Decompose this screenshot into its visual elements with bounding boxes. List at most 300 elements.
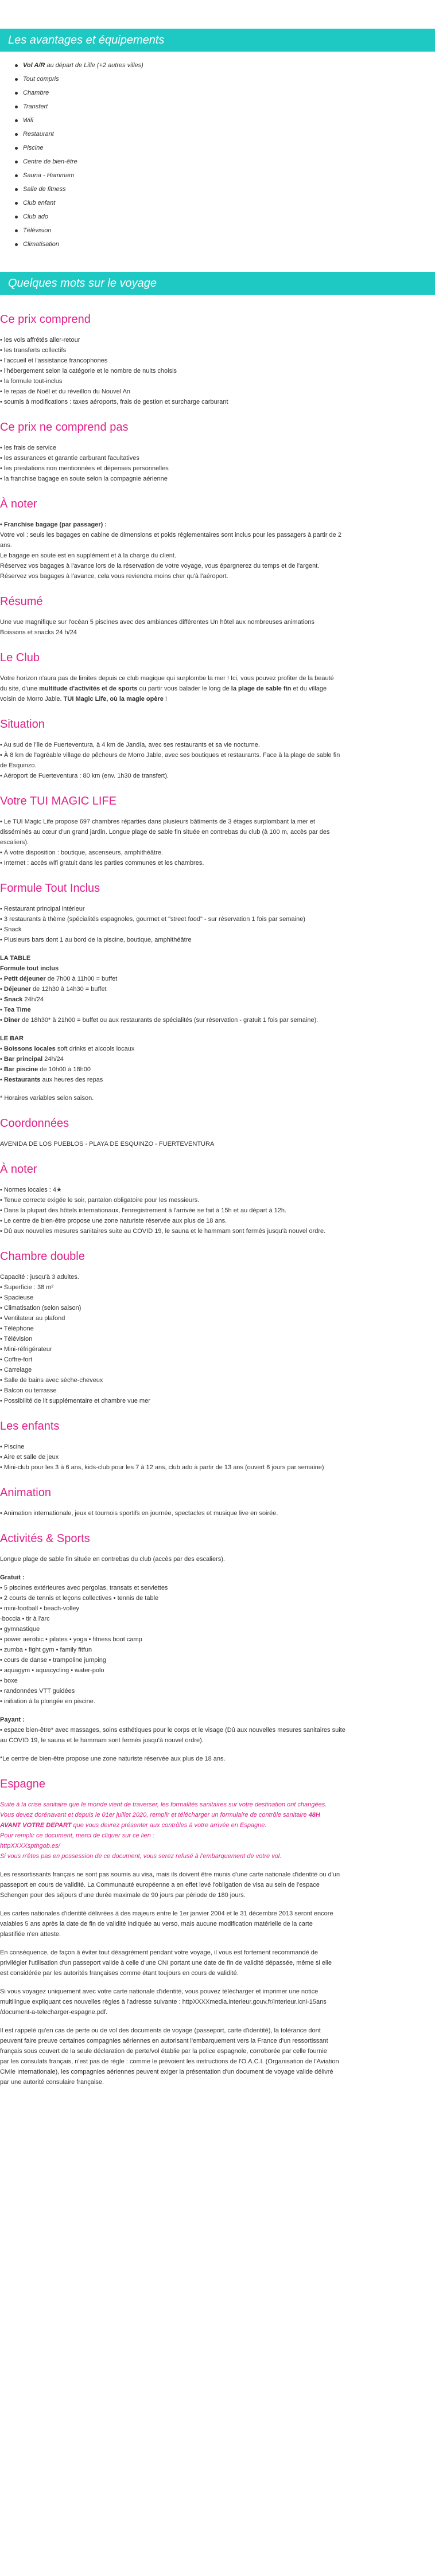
advantage-item-text: Tout compris bbox=[23, 76, 59, 83]
text-segment: multilingue expliquant ces nouvelles règles à l'adresse suivante : httpXXXXmedia.interieur.gouv.fr/interieur.icni-15ans bbox=[0, 1999, 327, 2005]
text-line bbox=[0, 1334, 435, 1344]
text-segment: est considérée par les autorités françaises comme étant toujours en cours de validité. bbox=[0, 1970, 239, 1977]
text-segment: de 7h00 à 11h00 = buffet bbox=[45, 975, 118, 982]
text-segment: • 5 piscines extérieures avec pergolas, transats et serviettes bbox=[0, 1584, 168, 1591]
text-segment: • gymnastique bbox=[0, 1626, 40, 1633]
voyage-title: Quelques mots sur le voyage bbox=[8, 277, 157, 290]
text-segment: Dîner bbox=[3, 1017, 21, 1024]
text-segment: • Superficie : 38 m² bbox=[0, 1284, 54, 1291]
text-line bbox=[0, 1005, 435, 1015]
text-segment: de 12h30 à 14h30 = buffet bbox=[31, 986, 107, 993]
text-segment: • l'accueil et l'assistance francophones bbox=[0, 357, 108, 364]
section-body bbox=[0, 740, 435, 781]
advantage-item-text: Salle de fitness bbox=[23, 186, 66, 193]
text-segment: • Animation internationale, jeux et tournois sportifs en journée, spectacles et musique live en soirée. bbox=[0, 1510, 278, 1517]
text-line bbox=[0, 1997, 435, 2007]
text-segment: • bbox=[0, 986, 4, 993]
section-body bbox=[0, 673, 435, 704]
text-line bbox=[0, 387, 435, 397]
text-line bbox=[0, 1452, 435, 1462]
advantage-item bbox=[15, 100, 435, 114]
text-line bbox=[0, 1282, 435, 1293]
text-segment: • bbox=[0, 1066, 4, 1073]
text-line bbox=[0, 1044, 435, 1054]
text-segment: • bbox=[0, 1056, 4, 1063]
section-body bbox=[0, 817, 435, 868]
advantage-item bbox=[15, 155, 435, 169]
text-segment: • bbox=[0, 1045, 4, 1052]
advantage-item-text: Télévision bbox=[23, 227, 52, 234]
text-segment: Réservez vos bagages à l'avance, cela vous reviendra moins cher qu'à l'aéroport. bbox=[0, 573, 228, 580]
text-segment: ·boccia • tir à l'arc bbox=[0, 1615, 50, 1622]
text-segment: Il est rappelé qu'en cas de perte ou de vol des documents de voyage (passeport, carte d'identité), la tolérance dont bbox=[0, 2027, 321, 2034]
spacer bbox=[0, 1707, 435, 1715]
text-segment: • boxe bbox=[0, 1677, 18, 1684]
text-segment: au COVID 19, le sauna et le hammam sont fermés jusqu'à nouvel ordre). bbox=[0, 1737, 204, 1744]
text-segment: • Coffre-fort bbox=[0, 1356, 33, 1363]
text-segment: /document-a-telecharger-espagne.pdf. bbox=[0, 2009, 108, 2016]
text-segment: Bar piscine bbox=[3, 1066, 38, 1073]
advantage-item bbox=[15, 224, 435, 237]
advantage-item bbox=[15, 86, 435, 100]
text-segment: TUI Magic Life, où la magie opère bbox=[63, 696, 164, 702]
text-line bbox=[0, 2046, 435, 2056]
advantage-item bbox=[15, 141, 435, 155]
text-segment: par une autorité consulaire française. bbox=[0, 2079, 104, 2086]
text-line bbox=[0, 1986, 435, 1997]
text-line bbox=[0, 848, 435, 858]
section-title-situation: Situation bbox=[0, 718, 45, 731]
advantage-item-text: Climatisation bbox=[23, 241, 59, 248]
text-segment: • Aire et salle de jeux bbox=[0, 1454, 59, 1461]
spacer bbox=[0, 2017, 435, 2025]
text-segment: • initiation à la plongée en piscine. bbox=[0, 1698, 95, 1705]
text-line bbox=[0, 1139, 435, 1149]
text-segment: ! bbox=[163, 696, 167, 702]
text-segment: • le repas de Noël et du réveillon du Nouvel An bbox=[0, 388, 131, 395]
advantage-item-text: Restaurant bbox=[23, 131, 54, 138]
section-title-activites-sports: Activités & Sports bbox=[0, 1532, 90, 1545]
text-segment: par les consulats français, n'est pas de règle : comme le prévoient les instructions de l'O.A.C.I. (Organisation de l'Aviation bbox=[0, 2058, 339, 2065]
text-segment: Boissons locales bbox=[3, 1045, 56, 1052]
text-line bbox=[0, 1645, 435, 1655]
text-segment: • Le TUI Magic Life propose 697 chambres réparties dans plusieurs bâtiments de 3 étages surplombant la mer et bbox=[0, 818, 316, 825]
text-line bbox=[0, 1696, 435, 1707]
spacer bbox=[0, 1025, 435, 1033]
text-line bbox=[0, 2077, 435, 2087]
text-line bbox=[0, 1665, 435, 1676]
text-line bbox=[0, 914, 435, 924]
text-line bbox=[0, 1830, 435, 1841]
text-segment: Formule tout inclus bbox=[0, 965, 59, 972]
text-line bbox=[0, 1820, 435, 1830]
text-segment: privilégier l'utilisation d'un passeport valide à celle d'une CNI portant une date de fin de validité dépassée, même si elle bbox=[0, 1960, 332, 1966]
text-line bbox=[0, 1715, 435, 1725]
text-segment: • Au sud de l'île de Fuerteventura, à 4 km de Jandía, avec ses restaurants et sa vie nocturne. bbox=[0, 741, 260, 748]
text-segment: • cours de danse • trampoline jumping bbox=[0, 1657, 107, 1664]
advantages-list bbox=[0, 58, 435, 251]
section-title-ce-prix-comprend: Ce prix comprend bbox=[0, 313, 91, 326]
advantage-item bbox=[15, 210, 435, 224]
text-line bbox=[0, 1272, 435, 1282]
text-line bbox=[0, 1593, 435, 1603]
advantage-item-text: Transfert bbox=[23, 103, 48, 110]
advantage-item-text: Club enfant bbox=[23, 200, 56, 206]
text-segment: Si vous voyagez uniquement avec votre carte nationale d'identité, vous pouvez télécharger et imprimer une notice bbox=[0, 1988, 319, 1995]
text-segment: • Possibilité de lit supplémentaire et chambre vue mer bbox=[0, 1398, 150, 1404]
text-segment: français sous couvert de la seule déclaration de perte/vol établie par la police espagnole, corroborée par celle fournie bbox=[0, 2048, 327, 2055]
text-line bbox=[0, 1385, 435, 1396]
text-segment: • Tenue correcte exigée le soir, pantalon obligatoire pour les messieurs. bbox=[0, 1197, 200, 1204]
text-segment: • Télévision bbox=[0, 1336, 33, 1342]
text-line bbox=[0, 858, 435, 868]
section-title-espagne: Espagne bbox=[0, 1778, 45, 1790]
text-line bbox=[0, 1216, 435, 1226]
text-segment: • bbox=[0, 996, 4, 1003]
text-segment: 24h/24 bbox=[22, 996, 44, 1003]
text-line bbox=[0, 376, 435, 387]
text-segment: passeport en cours de validité. La Communauté européenne a en effet levé l'obligation de visa au sein de l'espace bbox=[0, 1882, 320, 1888]
section-title-les-enfants: Les enfants bbox=[0, 1420, 60, 1433]
text-line bbox=[0, 935, 435, 945]
text-segment: AVANT VOTRE DEPART bbox=[0, 1822, 72, 1829]
voyage-header bbox=[0, 272, 435, 295]
text-line bbox=[0, 1890, 435, 1900]
section-title-resume: Résumé bbox=[0, 595, 43, 608]
text-segment: Votre vol : seuls les bagages en cabine de dimensions et poids réglementaires sont inclus pour les passagers à partir de 2 bbox=[0, 532, 341, 538]
text-segment: de Esquinzo. bbox=[0, 762, 37, 769]
text-line bbox=[0, 397, 435, 407]
text-segment: Suite à la crise sanitaire que le monde vient de traverser, les formalités sanitaires sur votre destination ont changées. bbox=[0, 1801, 327, 1808]
text-segment: • Dans la plupart des hôtels internationaux, l'enregistrement à l'arrivée se fait à 15h et au départ à 12h. bbox=[0, 1207, 287, 1214]
text-line bbox=[0, 345, 435, 356]
text-segment: • Salle de bains avec sèche-cheveux bbox=[0, 1377, 103, 1384]
text-line bbox=[0, 1344, 435, 1355]
section-body bbox=[0, 617, 435, 638]
text-segment: Une vue magnifique sur l'océan 5 piscines avec des ambiances différentes Un hôtel aux nombreuses animations bbox=[0, 619, 314, 626]
section-body bbox=[0, 335, 435, 407]
advantage-item-text: Wifi bbox=[23, 117, 34, 124]
spacer bbox=[0, 1939, 435, 1947]
text-line bbox=[0, 1841, 435, 1851]
advantage-item-text: Chambre bbox=[23, 89, 49, 96]
section-body bbox=[0, 443, 435, 484]
text-segment: Longue plage de sable fin située en contrebas du club (accès par des escaliers). bbox=[0, 1556, 225, 1563]
text-line bbox=[0, 1365, 435, 1375]
text-line bbox=[0, 1929, 435, 1939]
advantage-item bbox=[15, 114, 435, 127]
spacer bbox=[0, 945, 435, 953]
text-line bbox=[0, 760, 435, 771]
text-line bbox=[0, 827, 435, 837]
spacer bbox=[0, 1861, 435, 1869]
text-segment: • les transferts collectifs bbox=[0, 347, 67, 354]
text-segment: AVENIDA DE LOS PUEBLOS - PLAYA DE ESQUINZO - FUERTEVENTURA bbox=[0, 1141, 215, 1148]
section-body bbox=[0, 1185, 435, 1236]
text-segment: • Spacieuse bbox=[0, 1294, 34, 1301]
text-segment: • À votre disposition : boutique, ascenseurs, amphithéâtre. bbox=[0, 849, 163, 856]
text-line bbox=[0, 1195, 435, 1205]
advantage-item bbox=[15, 182, 435, 196]
text-segment: • soumis à modifications : taxes aéroports, frais de gestion et surcharge carburant bbox=[0, 399, 228, 405]
text-line bbox=[0, 453, 435, 463]
text-segment: • les frais de service bbox=[0, 444, 56, 451]
spacer bbox=[0, 1900, 435, 1908]
section-title-coordonnees: Coordonnées bbox=[0, 1117, 69, 1130]
text-segment: • Internet : accès wifi gratuit dans les parties communes et les chambres. bbox=[0, 860, 204, 867]
spacer bbox=[0, 1978, 435, 1986]
spacer bbox=[0, 1085, 435, 1093]
text-segment: • espace bien-être* avec massages, soins esthétiques pour le corps et le visage (Dû aux nouvelles mesures sanitaires suite bbox=[0, 1727, 345, 1734]
text-segment: • mini-football • beach-volley bbox=[0, 1605, 79, 1612]
text-line bbox=[0, 953, 435, 963]
text-segment: • Mini-club pour les 3 à 6 ans, kids-club pour les 7 à 12 ans, club ado à partir de 13 ans (ouvert 6 jours par semaine) bbox=[0, 1464, 324, 1471]
text-line bbox=[0, 1185, 435, 1195]
text-line bbox=[0, 551, 435, 561]
text-segment: la plage de sable fin bbox=[231, 685, 292, 692]
text-line bbox=[0, 617, 435, 627]
text-line bbox=[0, 520, 435, 530]
text-line bbox=[0, 1075, 435, 1085]
text-line bbox=[0, 837, 435, 848]
section-body bbox=[0, 904, 435, 1103]
text-segment: • l'hébergement selon la catégorie et le nombre de nuits choisis bbox=[0, 368, 177, 374]
section-title-animation: Animation bbox=[0, 1486, 51, 1499]
section-title-votre-tui-magic-life: Votre TUI MAGIC LIFE bbox=[0, 795, 117, 807]
text-segment: • 2 courts de tennis et leçons collectives • tennis de table bbox=[0, 1595, 159, 1602]
text-segment: • Normes locales : 4★ bbox=[0, 1186, 62, 1193]
text-line bbox=[0, 750, 435, 760]
text-segment: Restaurants bbox=[3, 1076, 41, 1083]
text-segment: ans. bbox=[0, 542, 12, 549]
section-body bbox=[0, 1554, 435, 1764]
advantage-item bbox=[15, 58, 435, 72]
section-title-a-noter: À noter bbox=[0, 1163, 37, 1176]
section-title-formule-tout-inclus: Formule Tout Inclus bbox=[0, 882, 100, 895]
text-segment: • Restaurant principal intérieur bbox=[0, 905, 85, 912]
text-segment: Bar principal bbox=[3, 1056, 43, 1063]
text-segment: • zumba • fight gym • family fitfun bbox=[0, 1646, 92, 1653]
text-line bbox=[0, 1676, 435, 1686]
spacer bbox=[0, 1746, 435, 1754]
text-line bbox=[0, 694, 435, 704]
text-line bbox=[0, 1583, 435, 1593]
section-body bbox=[0, 1272, 435, 1406]
text-line bbox=[0, 1355, 435, 1365]
text-line bbox=[0, 627, 435, 638]
text-line bbox=[0, 974, 435, 984]
text-line bbox=[0, 474, 435, 484]
text-line bbox=[0, 1735, 435, 1746]
text-line bbox=[0, 1624, 435, 1634]
text-line bbox=[0, 1572, 435, 1583]
text-segment: LE BAR bbox=[0, 1035, 24, 1042]
advantage-item-text: Sauna - Hammam bbox=[23, 172, 75, 179]
text-line bbox=[0, 1686, 435, 1696]
text-line bbox=[0, 1851, 435, 1861]
text-line bbox=[0, 1655, 435, 1665]
text-segment: valables 5 ans après la date de fin de validité indiquée au verso, mais aucune modification matérielle de la carte bbox=[0, 1921, 313, 1927]
advantage-item-text: Centre de bien-être bbox=[23, 158, 77, 165]
text-segment: disséminés au cœur d'un grand jardin. Longue plage de sable fin située en contrebas du club (à 100 m, accès par des bbox=[0, 829, 330, 836]
text-segment: • les assurances et garantie carburant facultatives bbox=[0, 455, 139, 462]
text-line bbox=[0, 1968, 435, 1978]
text-line bbox=[0, 1054, 435, 1064]
text-line bbox=[0, 540, 435, 551]
text-line bbox=[0, 1303, 435, 1313]
text-segment: Déjeuner bbox=[3, 986, 31, 993]
advantage-item-bold: Vol A/R bbox=[23, 62, 45, 69]
text-segment: Capacité : jusqu'à 3 adultes. bbox=[0, 1274, 79, 1281]
text-segment: plastifiée n'en atteste. bbox=[0, 1931, 61, 1938]
text-line bbox=[0, 1015, 435, 1025]
voyage-content bbox=[0, 312, 435, 2087]
advantage-item bbox=[15, 237, 435, 251]
text-segment: Civile Internationale), les compagnies aériennes peuvent exiger la présentation d'un document de voyage valide délivré bbox=[0, 2068, 333, 2075]
section-body bbox=[0, 1442, 435, 1473]
text-segment: Si vous n'êtes pas en possession de ce document, vous serez refusé à l'embarquement de votre vol. bbox=[0, 1853, 282, 1860]
text-line bbox=[0, 740, 435, 750]
text-line bbox=[0, 1554, 435, 1564]
text-segment: • Téléphone bbox=[0, 1325, 34, 1332]
text-line bbox=[0, 673, 435, 684]
text-segment: de 18h30* à 21h00 = buffet ou aux restaurants de spécialités (sur réservation - gratuit 1 fois par semaine). bbox=[20, 1017, 319, 1024]
text-segment: • bbox=[0, 975, 4, 982]
advantage-item bbox=[15, 127, 435, 141]
text-line bbox=[0, 1508, 435, 1519]
text-segment: • la formule tout-inclus bbox=[0, 378, 63, 385]
text-line bbox=[0, 1919, 435, 1929]
text-line bbox=[0, 684, 435, 694]
section-body bbox=[0, 1508, 435, 1519]
text-segment: • bbox=[0, 1017, 4, 1024]
text-line bbox=[0, 1293, 435, 1303]
text-line bbox=[0, 1603, 435, 1614]
text-line bbox=[0, 1093, 435, 1103]
text-segment: • bbox=[0, 1076, 4, 1083]
text-segment: Réservez vos bagages à l'avance lors de la réservation de votre voyage, vous épargnerez du temps et de l'argent. bbox=[0, 563, 320, 569]
section-body bbox=[0, 1139, 435, 1149]
text-line bbox=[0, 1800, 435, 1810]
text-segment: • Dû aux nouvelles mesures sanitaires suite au COVID 19, le sauna et le hammam sont fermés jusqu'à nouvel ordre. bbox=[0, 1228, 326, 1235]
advantages-header bbox=[0, 29, 435, 52]
text-segment: Pour remplir ce document, merci de cliquer sur ce lien : bbox=[0, 1832, 154, 1839]
text-segment: • Franchise bagage (par passager) : bbox=[0, 521, 107, 528]
section-title-le-club: Le Club bbox=[0, 651, 40, 664]
section-body bbox=[0, 1800, 435, 2087]
text-segment: Les cartes nationales d'identité délivrées à des majeurs entre le 1er janvier 2004 et le 31 décembre 2013 seront encore bbox=[0, 1910, 333, 1917]
text-segment: Schengen pour des séjours d'une durée maximale de 90 jours par période de 180 jours. bbox=[0, 1892, 246, 1899]
text-line bbox=[0, 1958, 435, 1968]
text-line bbox=[0, 2025, 435, 2036]
text-line bbox=[0, 1226, 435, 1236]
text-segment: • Piscine bbox=[0, 1443, 25, 1450]
advantage-item-text: au départ de Lille (+2 autres villes) bbox=[45, 62, 143, 69]
text-line bbox=[0, 1947, 435, 1958]
text-segment: • Balcon ou terrasse bbox=[0, 1387, 57, 1394]
text-line bbox=[0, 366, 435, 376]
section-title-a-noter: À noter bbox=[0, 498, 37, 510]
text-line bbox=[0, 2036, 435, 2046]
advantage-item bbox=[15, 72, 435, 86]
text-segment: multitude d'activités et de sports bbox=[39, 685, 138, 692]
text-line bbox=[0, 443, 435, 453]
text-segment: 24h/24 bbox=[42, 1056, 64, 1063]
text-segment: • Le centre de bien-être propose une zone naturiste réservée aux plus de 18 ans. bbox=[0, 1217, 227, 1224]
text-segment: • Ventilateur au plafond bbox=[0, 1315, 65, 1322]
text-line bbox=[0, 904, 435, 914]
text-segment: *Le centre de bien-être propose une zone naturiste réservée aux plus de 18 ans. bbox=[0, 1755, 226, 1762]
text-line bbox=[0, 994, 435, 1005]
text-segment: que vous devrez présenter aux contrôles à votre arrivée en Espagne. bbox=[71, 1822, 267, 1829]
text-line bbox=[0, 984, 435, 994]
text-segment: • randonnées VTT guidées bbox=[0, 1688, 75, 1695]
text-line bbox=[0, 1442, 435, 1452]
text-segment: Boissons et snacks 24 h/24 bbox=[0, 629, 77, 636]
text-line bbox=[0, 1869, 435, 1880]
section-title-ce-prix-ne-comprend-pas: Ce prix ne comprend pas bbox=[0, 421, 129, 434]
spacer bbox=[0, 1564, 435, 1572]
text-segment: escaliers). bbox=[0, 839, 29, 846]
text-segment: et du village bbox=[291, 685, 327, 692]
text-segment: Snack bbox=[3, 996, 23, 1003]
text-line bbox=[0, 463, 435, 474]
text-line bbox=[0, 1064, 435, 1075]
text-line bbox=[0, 1880, 435, 1890]
text-line bbox=[0, 561, 435, 571]
text-segment: • Carrelage bbox=[0, 1367, 32, 1373]
text-segment: • Aéroport de Fuerteventura : 80 km (env. 1h30 de transfert). bbox=[0, 772, 169, 779]
text-segment: Les ressortissants français ne sont pas soumis au visa, mais ils doivent être munis d'une carte nationale d'identité ou d'un bbox=[0, 1871, 340, 1878]
text-segment: • power aerobic • pilates • yoga • fitness boot camp bbox=[0, 1636, 142, 1643]
text-line bbox=[0, 1614, 435, 1624]
text-line bbox=[0, 356, 435, 366]
text-segment: 48H bbox=[308, 1812, 320, 1818]
text-segment: Votre horizon n'aura pas de limites depuis ce club magique qui surplombe la mer ! Ici, vous pouvez profiter de la beauté bbox=[0, 675, 334, 682]
text-segment: • Snack bbox=[0, 926, 22, 933]
text-segment: aux heures des repas bbox=[40, 1076, 103, 1083]
text-line bbox=[0, 963, 435, 974]
advantage-item-text: Piscine bbox=[23, 145, 44, 151]
section-title-chambre-double: Chambre double bbox=[0, 1250, 85, 1263]
section-body bbox=[0, 520, 435, 581]
text-segment: Payant : bbox=[0, 1716, 25, 1723]
text-line bbox=[0, 1634, 435, 1645]
text-segment: de 10h00 à 18h00 bbox=[38, 1066, 91, 1073]
text-line bbox=[0, 1324, 435, 1334]
text-segment: • la franchise bagage en soute selon la compagnie aérienne bbox=[0, 475, 168, 482]
text-line bbox=[0, 1725, 435, 1735]
text-line bbox=[0, 335, 435, 345]
text-line bbox=[0, 1908, 435, 1919]
text-line bbox=[0, 817, 435, 827]
text-segment: • aquagym • aquacycling • water-polo bbox=[0, 1667, 104, 1674]
text-line bbox=[0, 1033, 435, 1044]
text-line bbox=[0, 1754, 435, 1764]
text-line bbox=[0, 1462, 435, 1473]
text-segment: • les vols affrétés aller-retour bbox=[0, 337, 80, 344]
text-line bbox=[0, 2056, 435, 2067]
text-line bbox=[0, 1205, 435, 1216]
text-segment: En conséquence, de façon à éviter tout désagrément pendant votre voyage, il vous est fortement recommandé de bbox=[0, 1949, 319, 1956]
text-segment: soft drinks et alcools locaux bbox=[55, 1045, 135, 1052]
text-line bbox=[0, 571, 435, 581]
advantage-item-text: Club ado bbox=[23, 213, 49, 220]
text-line bbox=[0, 924, 435, 935]
text-segment: httpXXXXspthgob.es/ bbox=[0, 1843, 60, 1849]
text-segment: ou partir vous balader le long de bbox=[137, 685, 231, 692]
text-line bbox=[0, 530, 435, 540]
